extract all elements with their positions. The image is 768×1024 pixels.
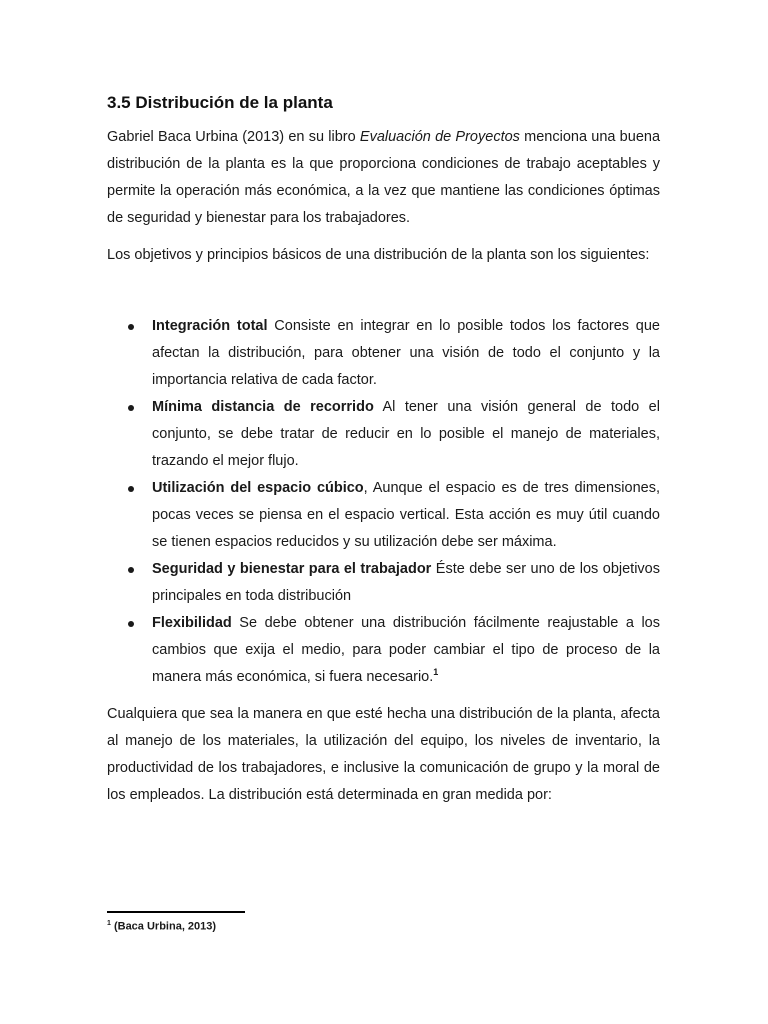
list-item <box>107 556 660 610</box>
document-body <box>107 90 660 819</box>
footnote <box>107 917 216 934</box>
closing-paragraph: Cualquiera que sea la manera en que esté hecha una distribución de la planta, afecta al manejo de los materiales, la utilización del equipo, los niveles de inventario, la productividad de los trabajadores, e inclusive la comunicación de grupo y la moral de los empleados. La distribución está determinada en gran medida por: <box>107 706 660 803</box>
principle-term: Flexibilidad <box>152 615 232 631</box>
list-item <box>107 610 660 691</box>
footnote-reference: 1 <box>433 667 439 678</box>
principles-list <box>107 313 660 691</box>
principle-text: , Aunque el espacio es de tres dimensiones, pocas veces se piensa en el espacio vertical. Esta acción es muy útil cuando se tienen espacios reducidos y su utilización debe ser máxima. <box>152 480 660 550</box>
spacer <box>107 279 660 313</box>
list-item <box>107 313 660 394</box>
principle-text: Consiste en integrar en lo posible todos los factores que afectan la distribución, para obtener una visión de todo el conjunto y la importancia relativa de cada factor. <box>152 318 660 388</box>
principle-term: Integración total <box>152 318 268 334</box>
intro-paragraph <box>107 124 660 232</box>
book-title: Evaluación de Proyectos <box>359 129 520 145</box>
list-item <box>107 475 660 556</box>
list-item <box>107 394 660 475</box>
principle-term: Mínima distancia de recorrido <box>152 399 374 415</box>
footnote-separator <box>107 911 245 913</box>
section-heading: 3.5 Distribución de la planta <box>107 93 333 112</box>
intro-text-start: Gabriel Baca Urbina (2013) en su libro <box>107 129 360 145</box>
principle-text: Al tener una visión general de todo el conjunto, se debe tratar de reducir en lo posible el manejo de materiales, trazando el mejor flujo. <box>152 399 660 469</box>
principle-text: Éste debe ser uno de los objetivos principales en toda distribución <box>152 561 660 604</box>
principle-text: Se debe obtener una distribución fácilmente reajustable a los cambios que exija el medio, para poder cambiar el tipo de proceso de la manera más económica, si fuera necesario. <box>152 615 660 685</box>
intro-text-end: menciona una buena distribución de la planta es la que proporciona condiciones de trabajo aceptables y permite la operación más económica, a la vez que mantiene las condiciones óptimas de seguridad y bienestar para los trabajadores. <box>107 129 661 226</box>
footnote-text: (Baca Urbina, 2013) <box>110 920 217 933</box>
principle-term: Utilización del espacio cúbico <box>152 480 364 496</box>
principle-term: Seguridad y bienestar para el trabajador <box>152 561 432 577</box>
footnote-number: 1 <box>107 920 111 927</box>
objectives-intro-paragraph: Los objetivos y principios básicos de una distribución de la planta son los siguientes: <box>107 247 650 263</box>
